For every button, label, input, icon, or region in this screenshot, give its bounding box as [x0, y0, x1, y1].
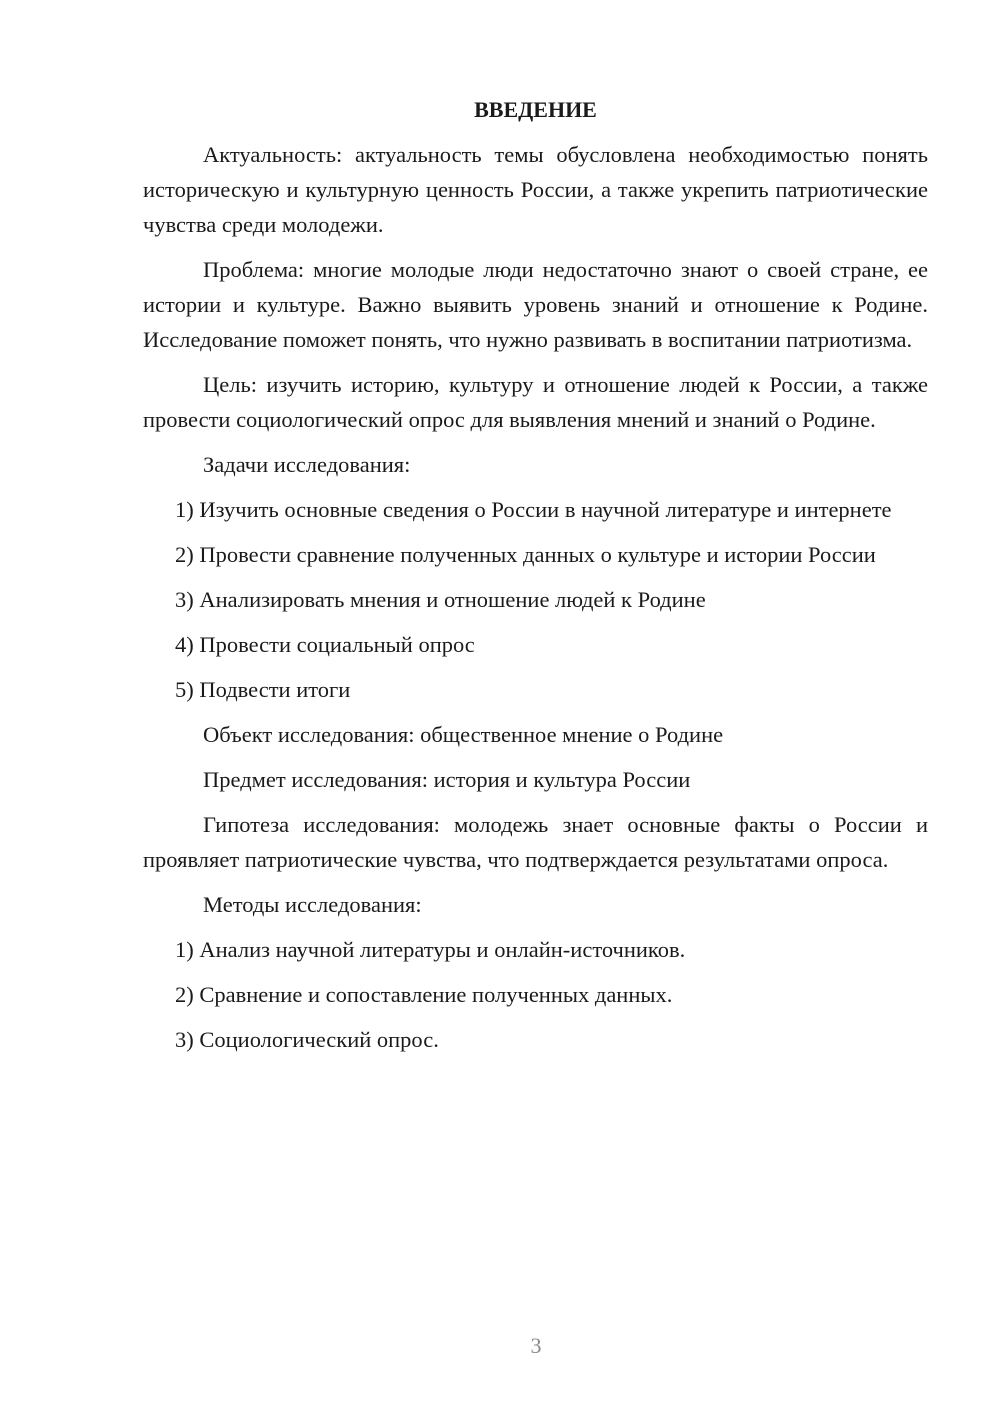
task-item: 1) Изучить основные сведения о России в научной литературе и интернете	[175, 497, 892, 522]
hypothesis-paragraph: Гипотеза исследования: молодежь знает основные факты о России и проявляет патриотические чувства, что подтверждается результатами опроса.	[143, 812, 928, 872]
problem-paragraph: Проблема: многие молодые люди недостаточно знают о своей стране, ее истории и культуре. Важно выявить уровень знаний и отношение к Родине. Исследование поможет понять, что нужно развивать в воспитании патриотизма.	[143, 257, 928, 352]
method-item: 3) Социологический опрос.	[175, 1027, 439, 1052]
methods-heading: Методы исследования:	[203, 892, 422, 917]
goal-paragraph: Цель: изучить историю, культуру и отношение людей к России, а также провести социологический опрос для выявления мнений и знаний о Родине.	[143, 372, 928, 432]
method-item: 1) Анализ научной литературы и онлайн-источников.	[175, 937, 686, 962]
page-number: 3	[530, 1333, 542, 1358]
subject-line: Предмет исследования: история и культура России	[203, 767, 691, 792]
tasks-heading: Задачи исследования:	[203, 452, 411, 477]
object-line: Объект исследования: общественное мнение о Родине	[203, 722, 724, 747]
task-item: 2) Провести сравнение полученных данных о культуре и истории России	[175, 542, 876, 567]
task-item: 4) Провести социальный опрос	[175, 632, 475, 657]
task-item: 3) Анализировать мнения и отношение людей к Родине	[175, 587, 706, 612]
method-item: 2) Сравнение и сопоставление полученных данных.	[175, 982, 673, 1007]
task-item: 5) Подвести итоги	[175, 677, 351, 702]
section-title: ВВЕДЕНИЕ	[474, 97, 597, 122]
relevance-paragraph: Актуальность: актуальность темы обусловлена необходимостью понять историческую и культурную ценность России, а также укрепить патриотические чувства среди молодежи.	[143, 142, 928, 237]
document-body	[143, 92, 928, 1067]
